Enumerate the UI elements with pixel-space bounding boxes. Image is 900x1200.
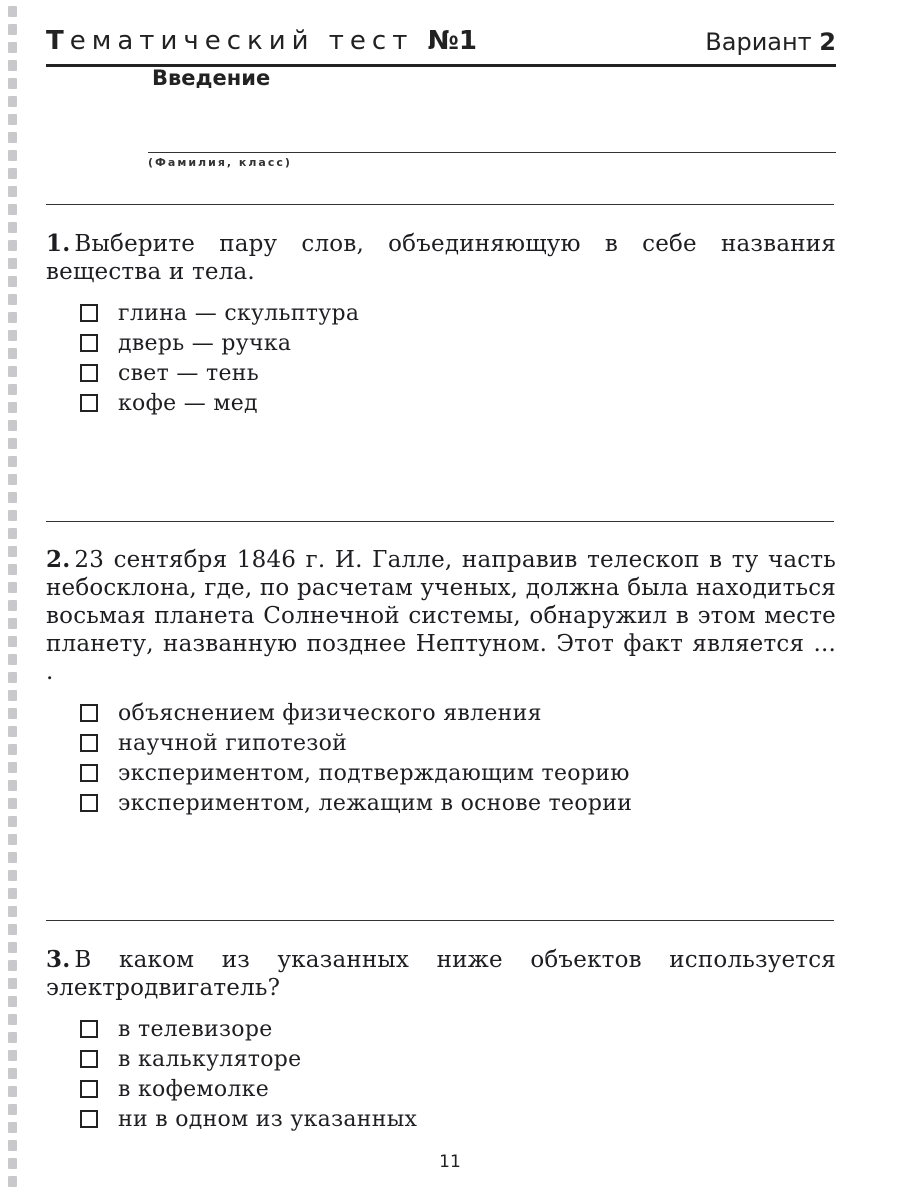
binding-hole: [8, 906, 17, 917]
binding-hole: [8, 888, 17, 899]
binding-hole: [8, 618, 17, 629]
test-title: [46, 26, 477, 56]
answer-options: [80, 298, 836, 418]
binding-hole: [8, 114, 17, 125]
test-number: №1: [427, 26, 477, 56]
header: [46, 26, 836, 67]
binding-hole: [8, 744, 17, 755]
binding-hole: [8, 762, 17, 773]
question-text: [46, 946, 836, 1002]
separator: [46, 204, 834, 205]
binding-hole: [8, 6, 17, 17]
binding-hole: [8, 528, 17, 539]
answer-option[interactable]: [80, 1044, 836, 1074]
answer-option-label: глина — скульптура: [118, 300, 360, 326]
separator: [46, 521, 834, 522]
question-number: 1.: [46, 230, 71, 257]
answer-options: [80, 698, 836, 818]
binding-hole: [8, 654, 17, 665]
checkbox[interactable]: [80, 364, 98, 382]
checkbox[interactable]: [80, 334, 98, 352]
checkbox[interactable]: [80, 394, 98, 412]
binding-hole: [8, 834, 17, 845]
binding-hole: [8, 24, 17, 35]
answer-option[interactable]: [80, 358, 836, 388]
page-number: 11: [439, 1152, 461, 1172]
answer-option-label: экспериментом, подтверждающим теорию: [118, 760, 630, 786]
binding-hole: [8, 294, 17, 305]
binding-hole: [8, 780, 17, 791]
question-number: 3.: [46, 946, 71, 973]
binding-hole: [8, 582, 17, 593]
binding-hole: [8, 546, 17, 557]
answer-option[interactable]: [80, 1014, 836, 1044]
binding-hole: [8, 96, 17, 107]
checkbox[interactable]: [80, 764, 98, 782]
question-body: В каком из указанных ниже объектов используется электродвигатель?: [46, 947, 836, 1001]
question-body: 23 сентября 1846 г. И. Галле, направив телескоп в ту часть небосклона, где, по расчетам ученых, должна была находиться восьмая планета Солнечной системы, обнаружил в этом месте планету, названную позднее Нептуном. Этот факт является ... .: [46, 547, 837, 685]
binding-hole: [8, 276, 17, 287]
answer-option-label: свет — тень: [118, 360, 260, 386]
binding-hole: [8, 708, 17, 719]
binding-hole: [8, 978, 17, 989]
answer-option-label: объяснением физического явления: [118, 700, 542, 726]
binding-hole: [8, 510, 17, 521]
binding-hole: [8, 690, 17, 701]
answer-option-label: кофе — мед: [118, 390, 258, 416]
binding-hole: [8, 42, 17, 53]
checkbox[interactable]: [80, 304, 98, 322]
variant-number: 2: [819, 28, 836, 56]
binding-hole: [8, 672, 17, 683]
checkbox[interactable]: [80, 794, 98, 812]
binding-hole: [8, 924, 17, 935]
binding-hole: [8, 870, 17, 881]
binding-hole: [8, 1176, 17, 1187]
question-2: [46, 546, 836, 818]
binding-hole: [8, 1068, 17, 1079]
binding-hole: [8, 150, 17, 161]
separator: [46, 920, 834, 921]
question-text: [46, 546, 836, 686]
binding-hole: [8, 1032, 17, 1043]
answer-option-label: в кофемолке: [118, 1076, 270, 1102]
variant-label: [705, 28, 836, 56]
test-title-rest: ематический тест: [69, 26, 428, 56]
answer-option[interactable]: [80, 758, 836, 788]
answer-option[interactable]: [80, 328, 836, 358]
binding-hole: [8, 600, 17, 611]
spiral-binding: [8, 6, 20, 1196]
binding-hole: [8, 132, 17, 143]
binding-hole: [8, 456, 17, 467]
answer-option-label: в телевизоре: [118, 1016, 273, 1042]
binding-hole: [8, 474, 17, 485]
binding-hole: [8, 168, 17, 179]
binding-hole: [8, 204, 17, 215]
answer-option-label: научной гипотезой: [118, 730, 348, 756]
answer-options: [80, 1014, 836, 1134]
binding-hole: [8, 942, 17, 953]
binding-hole: [8, 798, 17, 809]
answer-option[interactable]: [80, 698, 836, 728]
binding-hole: [8, 996, 17, 1007]
binding-hole: [8, 816, 17, 827]
name-field-caption: (Фамилия, класс): [148, 156, 292, 169]
binding-hole: [8, 438, 17, 449]
binding-hole: [8, 312, 17, 323]
section-title: Введение: [152, 66, 271, 90]
variant-label-text: Вариант: [705, 28, 820, 56]
checkbox[interactable]: [80, 704, 98, 722]
binding-hole: [8, 852, 17, 863]
question-1: [46, 230, 836, 418]
binding-hole: [8, 384, 17, 395]
answer-option[interactable]: [80, 728, 836, 758]
binding-hole: [8, 1140, 17, 1151]
answer-option-label: дверь — ручка: [118, 330, 292, 356]
question-number: 2.: [46, 546, 71, 573]
binding-hole: [8, 960, 17, 971]
answer-option[interactable]: [80, 298, 836, 328]
test-title-first-letter: Т: [46, 26, 70, 56]
question-text: [46, 230, 836, 286]
question-3: [46, 946, 836, 1134]
binding-hole: [8, 186, 17, 197]
checkbox[interactable]: [80, 1050, 98, 1068]
question-body: Выберите пару слов, объединяющую в себе названия вещества и тела.: [46, 231, 836, 285]
binding-hole: [8, 348, 17, 359]
binding-hole: [8, 258, 17, 269]
answer-option[interactable]: [80, 1074, 836, 1104]
binding-hole: [8, 222, 17, 233]
binding-hole: [8, 240, 17, 251]
checkbox[interactable]: [80, 734, 98, 752]
binding-hole: [8, 366, 17, 377]
binding-hole: [8, 636, 17, 647]
binding-hole: [8, 420, 17, 431]
checkbox[interactable]: [80, 1110, 98, 1128]
binding-hole: [8, 492, 17, 503]
binding-hole: [8, 330, 17, 341]
binding-hole: [8, 1122, 17, 1133]
binding-hole: [8, 60, 17, 71]
binding-hole: [8, 564, 17, 575]
binding-hole: [8, 726, 17, 737]
checkbox[interactable]: [80, 1020, 98, 1038]
binding-hole: [8, 1050, 17, 1061]
binding-hole: [8, 402, 17, 413]
binding-hole: [8, 1104, 17, 1115]
answer-option[interactable]: [80, 388, 836, 418]
name-field-line[interactable]: [148, 152, 836, 153]
answer-option-label: в калькуляторе: [118, 1046, 302, 1072]
answer-option[interactable]: [80, 1104, 836, 1134]
answer-option-label: экспериментом, лежащим в основе теории: [118, 790, 633, 816]
binding-hole: [8, 78, 17, 89]
answer-option[interactable]: [80, 788, 836, 818]
answer-option-label: ни в одном из указанных: [118, 1106, 418, 1132]
checkbox[interactable]: [80, 1080, 98, 1098]
binding-hole: [8, 1086, 17, 1097]
binding-hole: [8, 1014, 17, 1025]
